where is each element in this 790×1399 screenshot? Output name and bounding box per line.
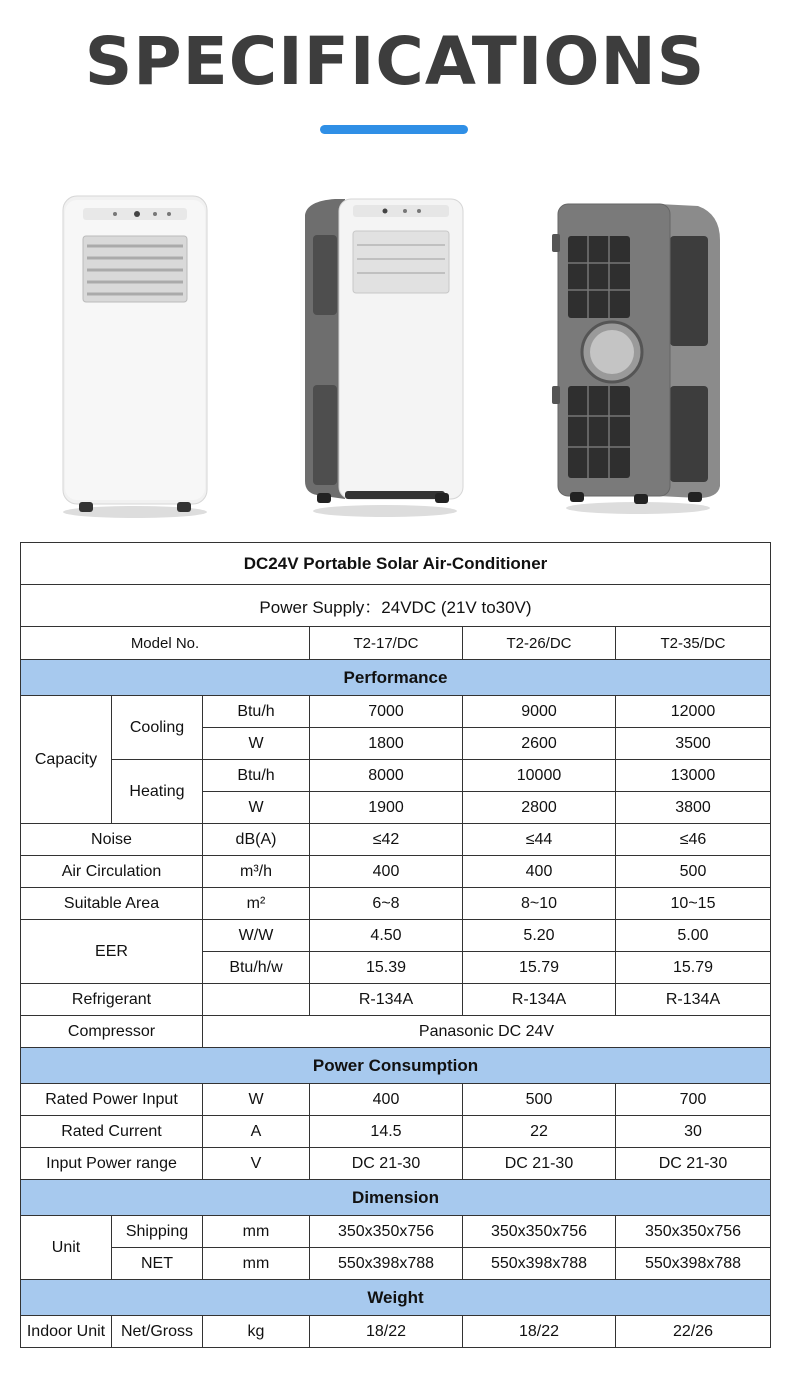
model-cell: T2-35/DC — [616, 627, 771, 660]
value-cell: ≤46 — [616, 824, 771, 856]
value-cell: 3800 — [616, 792, 771, 824]
value-cell: ≤44 — [463, 824, 616, 856]
cooling-label: Cooling — [112, 696, 203, 760]
row-label: EER — [21, 920, 203, 984]
section-dimension: Dimension — [21, 1180, 771, 1216]
capacity-label: Capacity — [21, 696, 112, 824]
unit-label: Unit — [21, 1216, 112, 1280]
heating-label: Heating — [112, 760, 203, 824]
value-cell: 550x398x788 — [310, 1248, 463, 1280]
value-cell: 13000 — [616, 760, 771, 792]
unit-cell: m² — [203, 888, 310, 920]
model-label: Model No. — [21, 627, 310, 660]
value-cell: 4.50 — [310, 920, 463, 952]
value-cell: R-134A — [463, 984, 616, 1016]
value-cell: 10000 — [463, 760, 616, 792]
value-cell: ≤42 — [310, 824, 463, 856]
row-label: Compressor — [21, 1016, 203, 1048]
value-cell: 14.5 — [310, 1116, 463, 1148]
value-cell: 6~8 — [310, 888, 463, 920]
model-cell: T2-26/DC — [463, 627, 616, 660]
section-weight: Weight — [21, 1280, 771, 1316]
row-label: Noise — [21, 824, 203, 856]
value-cell: R-134A — [310, 984, 463, 1016]
value-cell: 5.00 — [616, 920, 771, 952]
value-cell: 22/26 — [616, 1316, 771, 1348]
unit-cell: W — [203, 792, 310, 824]
unit-cell: Btu/h/w — [203, 952, 310, 984]
unit-cell: W — [203, 728, 310, 760]
title-underline — [320, 125, 468, 134]
unit-cell: W/W — [203, 920, 310, 952]
value-cell: 2800 — [463, 792, 616, 824]
value-cell: Panasonic DC 24V — [203, 1016, 771, 1048]
value-cell: 18/22 — [463, 1316, 616, 1348]
unit-cell: Btu/h — [203, 696, 310, 728]
unit-cell: A — [203, 1116, 310, 1148]
value-cell: 350x350x756 — [463, 1216, 616, 1248]
row-label: Air Circulation — [21, 856, 203, 888]
value-cell: 2600 — [463, 728, 616, 760]
row-label: NET — [112, 1248, 203, 1280]
portable-ac-angled-icon — [295, 195, 470, 525]
value-cell: 1800 — [310, 728, 463, 760]
value-cell: 1900 — [310, 792, 463, 824]
value-cell: 700 — [616, 1084, 771, 1116]
row-label: Suitable Area — [21, 888, 203, 920]
value-cell: 7000 — [310, 696, 463, 728]
value-cell: 15.79 — [616, 952, 771, 984]
value-cell: 18/22 — [310, 1316, 463, 1348]
value-cell: 15.39 — [310, 952, 463, 984]
value-cell: R-134A — [616, 984, 771, 1016]
unit-cell — [203, 984, 310, 1016]
value-cell: 500 — [616, 856, 771, 888]
value-cell: 350x350x756 — [616, 1216, 771, 1248]
product-images — [0, 180, 790, 530]
unit-cell: m³/h — [203, 856, 310, 888]
section-power-consumption: Power Consumption — [21, 1048, 771, 1084]
value-cell: 12000 — [616, 696, 771, 728]
unit-cell: dB(A) — [203, 824, 310, 856]
spec-table — [20, 542, 771, 1348]
value-cell: DC 21-30 — [616, 1148, 771, 1180]
unit-cell: mm — [203, 1248, 310, 1280]
value-cell: 5.20 — [463, 920, 616, 952]
value-cell: 400 — [310, 1084, 463, 1116]
unit-cell: V — [203, 1148, 310, 1180]
portable-ac-front-icon — [55, 190, 215, 525]
value-cell: 550x398x788 — [463, 1248, 616, 1280]
value-cell: 500 — [463, 1084, 616, 1116]
value-cell: 22 — [463, 1116, 616, 1148]
value-cell: DC 21-30 — [310, 1148, 463, 1180]
table-heading: DC24V Portable Solar Air-Conditioner — [21, 543, 771, 585]
value-cell: 3500 — [616, 728, 771, 760]
value-cell: 400 — [463, 856, 616, 888]
value-cell: 15.79 — [463, 952, 616, 984]
row-sublabel: Net/Gross — [112, 1316, 203, 1348]
row-label: Input Power range — [21, 1148, 203, 1180]
value-cell: 8~10 — [463, 888, 616, 920]
unit-cell: mm — [203, 1216, 310, 1248]
row-label: Rated Current — [21, 1116, 203, 1148]
row-label: Shipping — [112, 1216, 203, 1248]
power-supply: Power Supply：24VDC (21V to30V) — [21, 585, 771, 627]
row-label: Indoor Unit — [21, 1316, 112, 1348]
value-cell: 8000 — [310, 760, 463, 792]
page-title: SPECIFICATIONS — [84, 23, 706, 100]
portable-ac-rear-icon — [548, 200, 728, 520]
section-performance: Performance — [21, 660, 771, 696]
model-cell: T2-17/DC — [310, 627, 463, 660]
value-cell: DC 21-30 — [463, 1148, 616, 1180]
value-cell: 9000 — [463, 696, 616, 728]
value-cell: 550x398x788 — [616, 1248, 771, 1280]
unit-cell: kg — [203, 1316, 310, 1348]
value-cell: 30 — [616, 1116, 771, 1148]
value-cell: 400 — [310, 856, 463, 888]
value-cell: 350x350x756 — [310, 1216, 463, 1248]
value-cell: 10~15 — [616, 888, 771, 920]
row-label: Rated Power Input — [21, 1084, 203, 1116]
row-label: Refrigerant — [21, 984, 203, 1016]
unit-cell: Btu/h — [203, 760, 310, 792]
unit-cell: W — [203, 1084, 310, 1116]
